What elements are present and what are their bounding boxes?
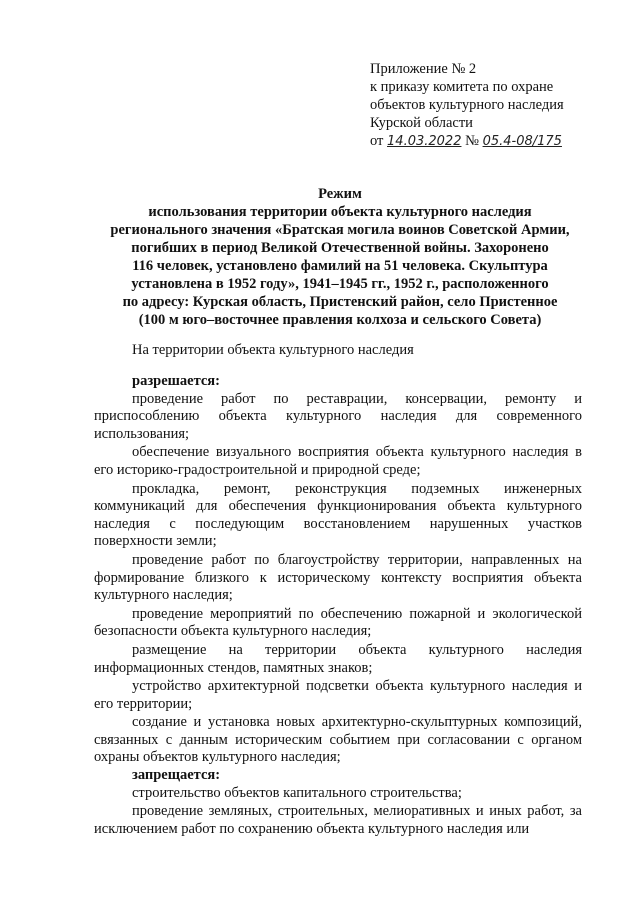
order-date: 14.03.2022 — [387, 134, 462, 149]
forbidden-item: проведение земляных, строительных, мелиоративных и иных работ, за исключением работ по сохранению объекта культурного наследия или — [94, 803, 582, 837]
allowed-item: обеспечение визуального восприятия объекта культурного наследия в его историко-градостроительной и природной среде; — [94, 444, 582, 478]
document-body — [94, 373, 582, 838]
forbidden-item: строительство объектов капитального строительства; — [132, 784, 462, 801]
title-line: установлена в 1952 году», 1941–1945 гг., 1952 г., расположенного — [131, 276, 549, 292]
allowed-item: размещение на территории объекта культурного наследия информационных стендов, памятных знаков; — [94, 641, 582, 676]
allowed-item: проведение работ по благоустройству территории, направленных на формирование близкого к историческому контексту восприятия объекта культурного наследия; — [94, 551, 582, 604]
title-line: Режим — [318, 186, 362, 202]
allowed-item: устройство архитектурной подсветки объекта культурного наследия и его территории; — [94, 678, 582, 712]
allowed-heading: разрешается: — [132, 373, 220, 389]
title-line: регионального значения «Братская могила воинов Советской Армии, — [110, 222, 570, 238]
allowed-item: проведение мероприятий по обеспечению пожарной и экологической безопасности объекта культурного наследия; — [94, 605, 582, 640]
appendix-line: объектов культурного наследия — [370, 97, 564, 113]
order-number: 05.4-08/175 — [482, 134, 562, 149]
appendix-line: к приказу комитета по охране — [370, 79, 554, 95]
title-line: по адресу: Курская область, Пристенский район, село Пристенное — [122, 294, 558, 310]
allowed-item: прокладка, ремонт, реконструкция подземных инженерных коммуникаций для обеспечения функционирования объекта культурного наследия с последующим восстановлением нарушенных участков поверхности земли; — [94, 480, 582, 550]
title-line: погибших в период Великой Отечественной войны. Захоронено — [131, 240, 549, 256]
appendix-title: Приложение № 2 — [370, 61, 477, 77]
from-label: от — [370, 133, 384, 149]
appendix-date-line — [370, 132, 620, 151]
allowed-item: проведение работ по реставрации, консервации, ремонту и приспособлению объекта культурного наследия для современного использования; — [94, 390, 582, 442]
title-line: (100 м юго–восточнее правления колхоза и сельского Совета) — [138, 312, 542, 328]
forbidden-heading: запрещается: — [132, 767, 221, 784]
title-line: использования территории объекта культурного наследия — [148, 204, 532, 220]
number-label: № — [465, 133, 479, 149]
appendix-block — [370, 60, 620, 151]
appendix-line: Курской области — [370, 115, 473, 131]
title-line: 116 человек, установлено фамилий на 51 человека. Скульптура — [132, 258, 548, 274]
allowed-item: создание и установка новых архитектурно-скульптурных композиций, связанных с данным историческим событием при согласовании с органом охраны объектов культурного наследия; — [94, 714, 582, 766]
document-title — [90, 185, 590, 329]
lead-paragraph: На территории объекта культурного наследия — [132, 342, 414, 358]
